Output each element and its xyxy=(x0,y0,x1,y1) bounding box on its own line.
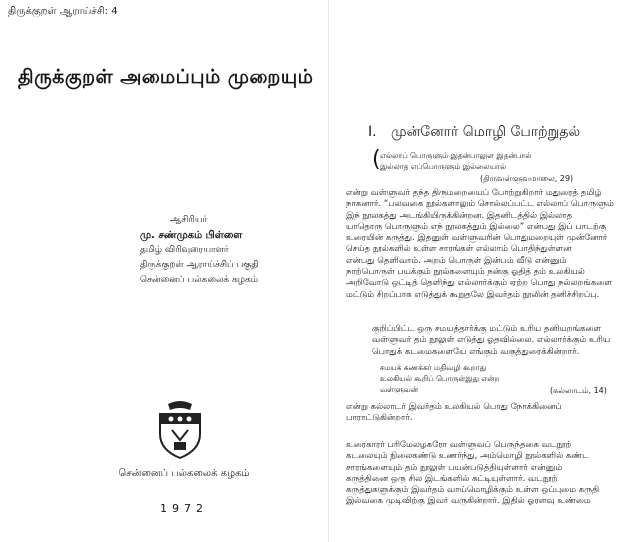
book-title: திருக்குறள் அமைப்பும் முறையும் xyxy=(18,66,314,88)
running-title: திருக்குறள் ஆராய்ச்சி: 4 xyxy=(8,6,118,17)
publisher: சென்னைப் பல்கலைக் கழகம் xyxy=(118,468,250,479)
verse-line: உலகியல் கூறிப் பொருள்இது என்ற xyxy=(380,374,500,383)
verse-citation: (கல்லாடம், 14) xyxy=(550,386,607,395)
text-line: என்று கல்லாடர் இவர்தம் உலகியல் பொது நோக்கினைப் xyxy=(346,402,562,412)
paragraph-3 xyxy=(346,402,628,425)
chapter-title: முன்னோர் மொழி போற்றுதல் xyxy=(391,124,581,140)
paragraph-2 xyxy=(372,324,628,358)
text-line: நாற்பொருள் பயக்கும் நூல்களையும் நன்கு ஓதித் தம் உலகியல் xyxy=(346,267,585,278)
text-line: இல்வகை முடிவிற்கு இவர் வருகின்றார். இதில் ஓரளவு உண்மை xyxy=(346,496,591,507)
text-line: யாதொரு பொருளும் எந் நூலகத்தும் இல்லை” என்பது இப் பாடற்கு xyxy=(346,221,607,232)
author-role: ஆசிரியர் xyxy=(170,215,208,225)
publication-year: 1972 xyxy=(160,502,208,515)
text-line: கடலையும் நிலைகண்டு உணர்ந்து, அம்மொழி நூல்களில் கண்ட xyxy=(346,451,589,462)
text-line: பாராட்டுகின்றார். xyxy=(346,413,413,424)
text-line: என்பது தெளிவாம். அறம் பொருள் இன்பம் வீடு என்னும் xyxy=(346,255,567,266)
text-line: இந் நூலகத்து அடங்கியிருக்கின்றன. இதனிடத்தில் இல்லாத xyxy=(346,210,573,221)
text-line: உரையின் கருத்து. இதனுள் வள்ளுவரின் பொதுமறையுள் முன்னோர் xyxy=(346,233,608,244)
author-block xyxy=(140,213,259,288)
text-line: நாகனார். “பலவகை நூல்களாலும் சொல்லப்பட்ட எல்லாப் பொருளும் xyxy=(346,199,614,210)
quote-bracket-icon: ( xyxy=(372,147,381,172)
chapter-heading xyxy=(368,124,580,142)
author-name: மு. சண்முகம் பிள்ளை xyxy=(140,230,243,241)
chapter-number: I. xyxy=(368,124,377,140)
text-line: பொதுக் கடமைகளையே எங்கும் வகுத்துரைக்கின்றார். xyxy=(372,346,580,357)
author-university: சென்னைப் பல்கலைக் கழகம் xyxy=(140,275,259,285)
verse-line: வள்ளுவன் xyxy=(380,385,419,394)
verse-citation: (திருவள்ளுவமாலை, 29) xyxy=(480,174,574,183)
text-line: குறிப்பிட்ட ஒரு சமயத்தார்க்கு மட்டும் உரிய தனியறங்களை xyxy=(372,324,602,334)
text-line: செய்த நூல்களில் உள்ள சாரங்கள் எல்லாம் பொதிந்துள்ளன xyxy=(346,244,572,255)
paragraph-1 xyxy=(346,188,628,301)
text-line: கருத்துகளுக்கும் இவர்தம் வாய்மொழிக்கும் உள்ள ஒப்புமை கருதி xyxy=(346,485,600,496)
paragraph-4 xyxy=(346,440,628,508)
text-line: அறிவோடு ஒட்டித் தெளிந்து எல்லார்க்கும் ஏற்ற பொது நல்லறங்களை xyxy=(346,278,613,289)
text-line: கருத்தினை ஒரு சில இடங்களில் சுட்டியுள்ளார். வடநூற் xyxy=(346,473,558,484)
quoted-verse xyxy=(380,362,500,395)
text-line: உரைகாரர் பரிமேலழகரோ வள்ளுவப் பெருந்தகை வடநூற் xyxy=(346,440,572,450)
author-designation: தமிழ் விரிவுரையாளர் xyxy=(140,245,229,255)
opening-verse xyxy=(380,150,532,172)
text-line: என்று வள்ளுவர் தந்த திருமறையைப் போற்றுகிறார் மதுரைத் தமிழ் xyxy=(346,188,602,198)
author-department: திருக்குறள் ஆராய்ச்சிப் பகுதி xyxy=(140,260,259,270)
verse-line: சமயக் கணக்கர் மதிவழி கூறாது xyxy=(380,363,487,372)
verse-line: எல்லாப் பொருளும் இதன்பாலுள இதன்பால் xyxy=(380,151,532,160)
text-line: சாரங்களையும் தம் நூலுள் பயன்படுத்தியுள்ளார் என்னும் xyxy=(346,462,563,473)
page-gutter xyxy=(328,0,329,542)
verse-line: இல்லாத எப்பொருளும் இல்லையால் xyxy=(380,162,507,171)
text-line: மட்டும் சிறப்பாக எடுத்துக் கூறுதலே இவர்தம் நூலின் தனிச்சிறப்பு. xyxy=(346,289,600,300)
university-emblem-icon xyxy=(154,400,206,460)
text-line: வள்ளுவர் தம் நூலுள் எடுத்து ஓதவில்லை. எல்லார்க்கும் உரிய xyxy=(372,335,611,346)
